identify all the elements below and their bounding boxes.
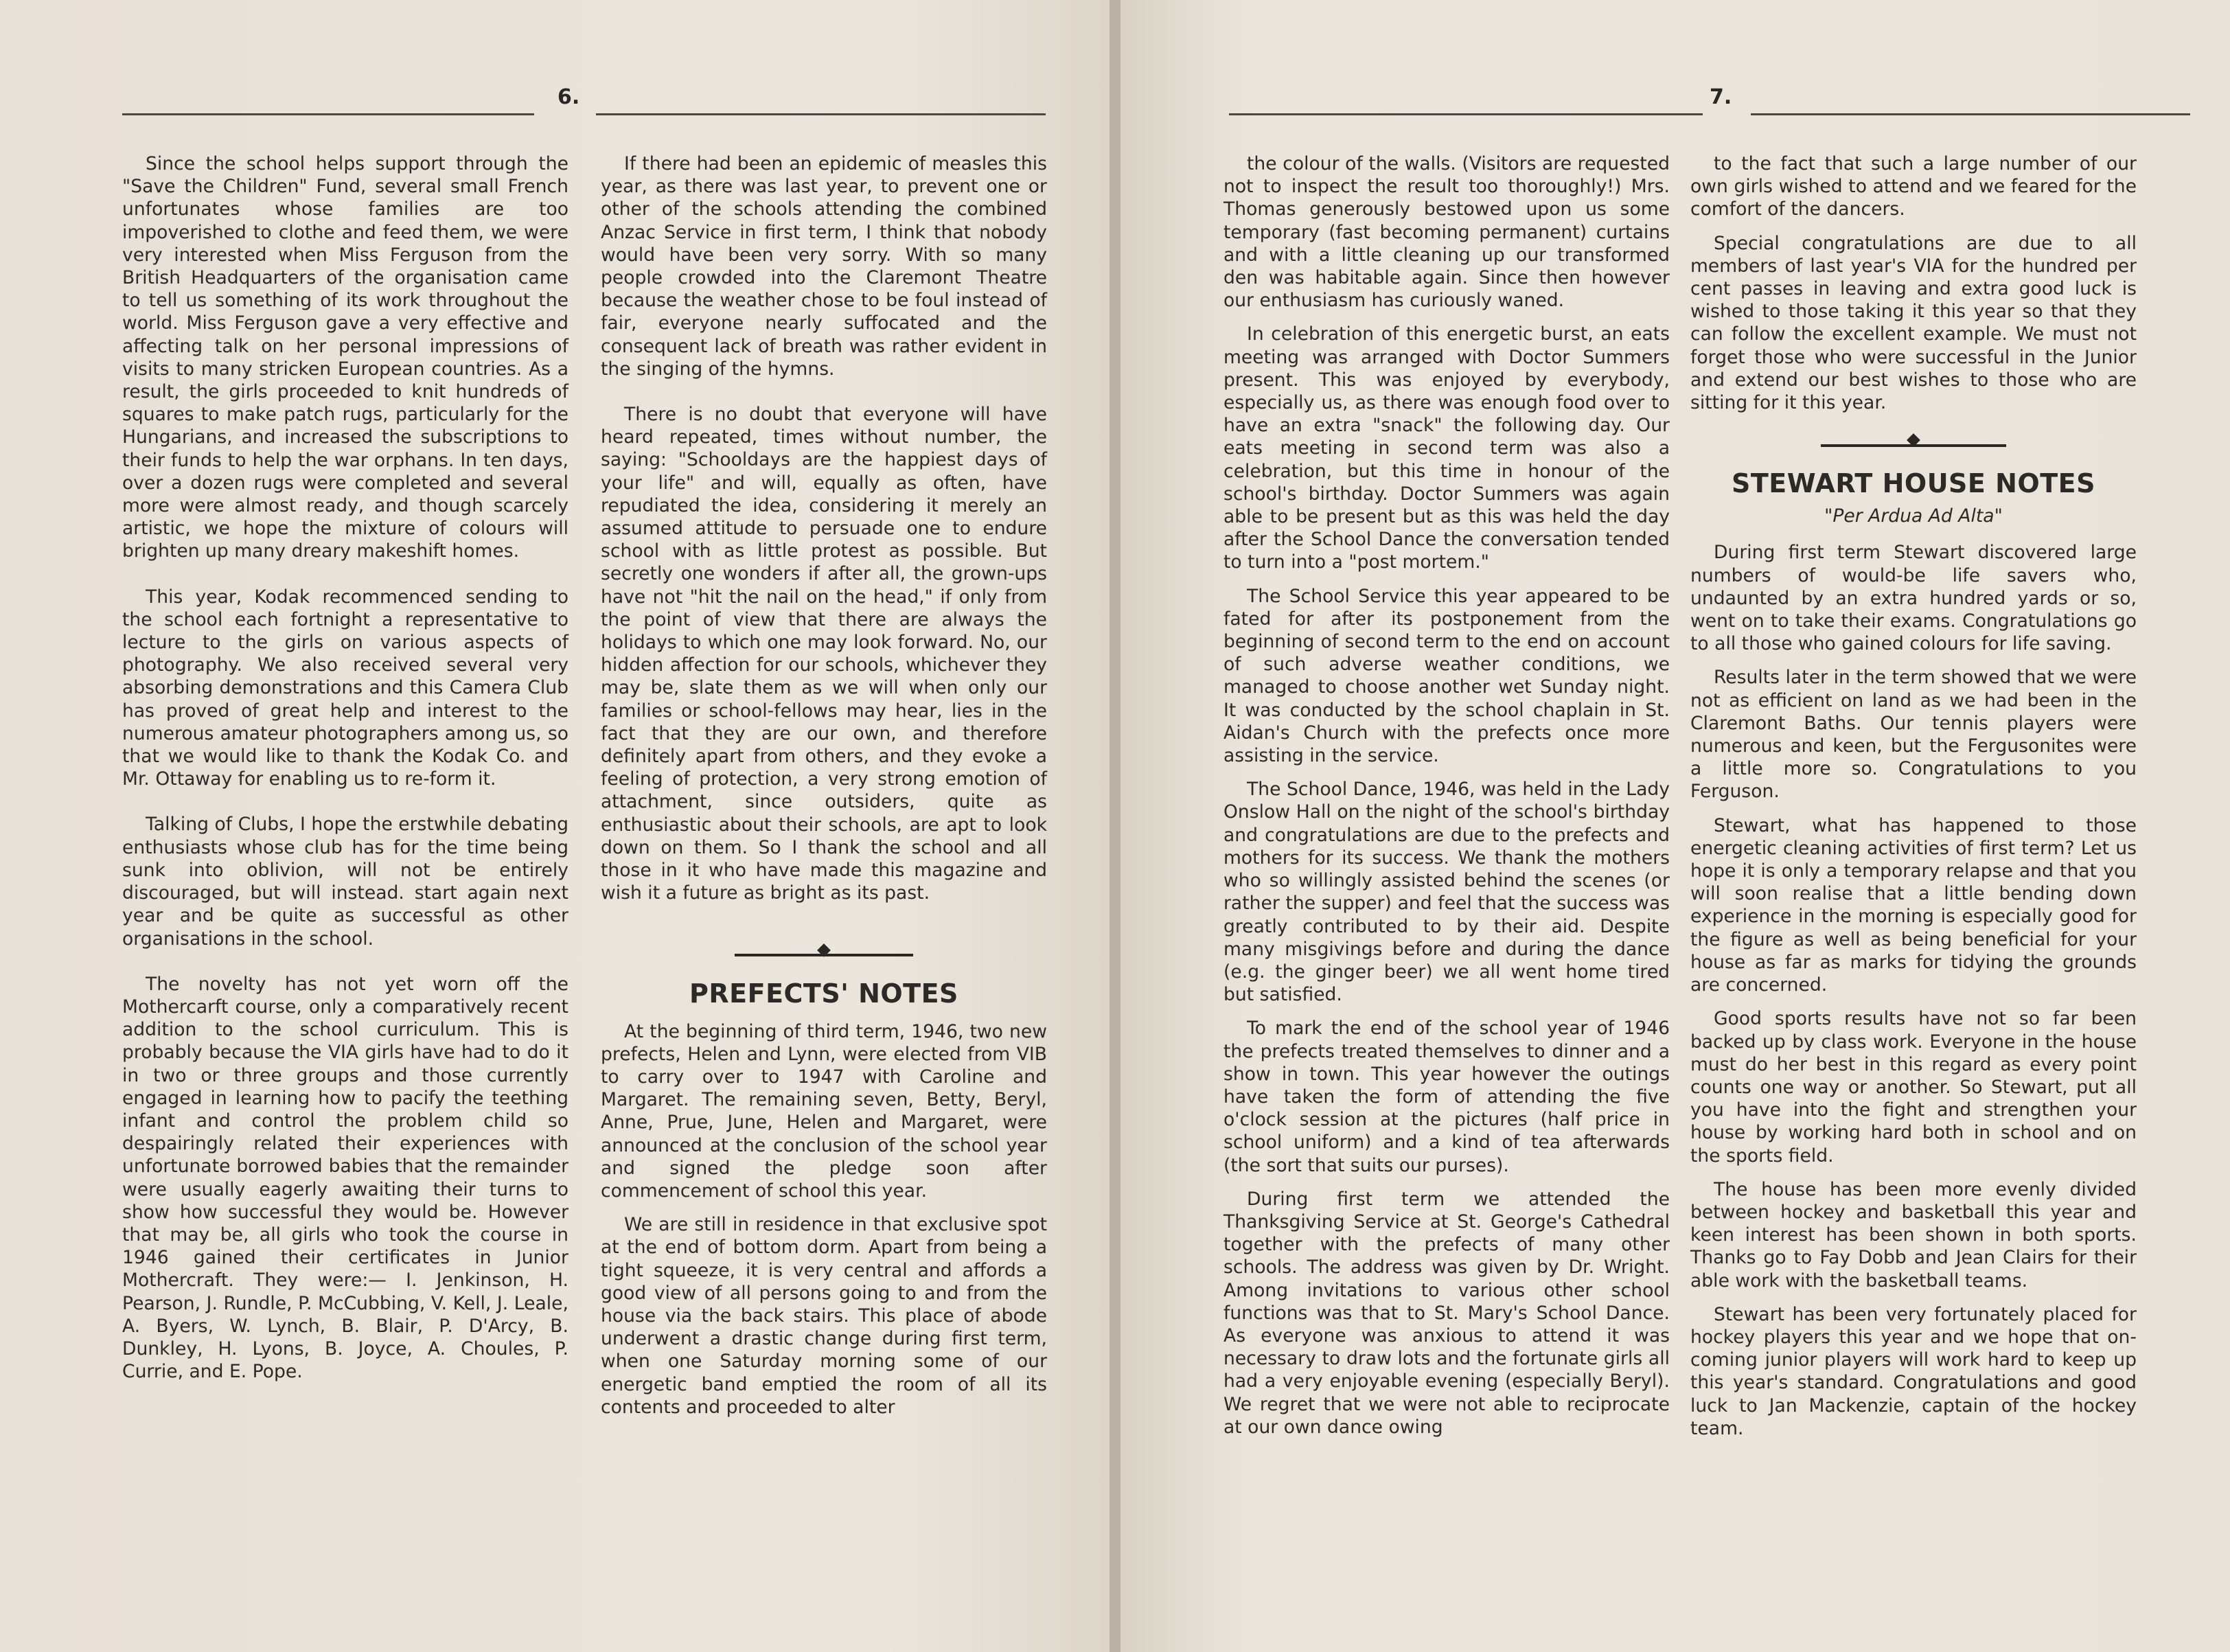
section-divider bbox=[601, 943, 1047, 957]
left-page-column-2 bbox=[601, 152, 1047, 1419]
paragraph: At the beginning of third term, 1946, two new prefects, Helen and Lynn, were elected from VIB to carry over to 1947 with Caroline and Margaret. The remaining seven, Betty, Beryl, Anne, Prue, June, Helen and Margaret, were announced at the conclusion of the school year and signed the pledge soon after commencement of school this year. bbox=[601, 1020, 1047, 1202]
section-divider bbox=[1690, 433, 2137, 447]
right-page-column-2 bbox=[1690, 152, 2137, 1440]
right-page bbox=[1120, 0, 2230, 1652]
paragraph: During first term Stewart discovered large numbers of would-be life savers who, undaunted by an extra hundred yards or so, went on to take their exams. Congratulations go to all those who gained colours for life saving. bbox=[1690, 542, 2137, 655]
paragraph: The novelty has not yet worn off the Mothercarft course, only a comparatively recent addition to the school curriculum. This is probably because the VIA girls have had to do it in two or three groups and those currently engaged in learning how to pacify the teething infant and control the problem child so despairingly related their experiences with unfortunate borrowed babies that the remainder were usually eagerly awaiting their turns to show how successful they would be. However that may be, all girls who took the course in 1946 gained their certificates in Junior Mothercraft. They were:— I. Jenkinson, H. Pearson, J. Rundle, P. McCubbing, V. Kell, J. Leale, A. Byers, W. Lynch, B. Blair, P. D'Arcy, B. Dunkley, H. Lyons, B. Joyce, A. Choules, P. Currie, and E. Pope. bbox=[122, 973, 568, 1383]
header-rule-right bbox=[1751, 113, 2190, 115]
paragraph: to the fact that such a large number of our own girls wished to attend and we feared for the comfort of the dancers. bbox=[1690, 153, 2137, 220]
header-rule-left bbox=[1229, 113, 1703, 115]
paragraph: This year, Kodak recommenced sending to the school each fortnight a representative to lecture to the girls on various aspects of photography. We also received several very absorbing demonstrations and this Camera Club has proved of great help and interest to the numerous amateur photographers among us, so that we would like to thank the Kodak Co. and Mr. Ottaway for enabling us to re-form it. bbox=[122, 586, 568, 790]
page-number: 7. bbox=[1710, 85, 1732, 109]
left-page bbox=[0, 0, 1110, 1652]
paragraph: Special congratulations are due to all members of last year's VIA for the hundred per cent passes in leaving and extra good luck is wished to those taking it this year so that they can follow the excellent example. We must not forget those who were successful in the Junior and extend our best wishes to those who are sitting for it this year. bbox=[1690, 232, 2137, 414]
binding-gutter bbox=[1110, 0, 1120, 1652]
prefects-notes-heading: PREFECTS' NOTES bbox=[689, 978, 958, 1009]
paragraph: In celebration of this energetic burst, an eats meeting was arranged with Doctor Summers present. This was enjoyed by everybody, especially us, as there was enough food over to have an extra "snack" the following day. Our eats meeting in second term was also a celebration, but this time in honour of the school's birthday. Doctor Summers was again able to be present but as this was held the day after the School Dance the conversation tended to turn into a "post mortem." bbox=[1223, 323, 1670, 573]
left-page-column-1 bbox=[122, 152, 568, 1383]
paragraph: The School Dance, 1946, was held in the Lady Onslow Hall on the night of the school's birthday and congratulations are due to the prefects and mothers for its success. We thank the mothers who so willingly assisted behind the scenes (or rather the supper) and feel that the success was greatly contributed to by their aid. Despite many misgivings before and during the dance (e.g. the ginger beer) we all went home tired but satisfied. bbox=[1223, 779, 1670, 1006]
paragraph: There is no doubt that everyone will have heard repeated, times without number, the saying: "Schooldays are the happiest days of your life" and will, equally as often, have repudiated the idea, considering it merely an assumed attitude to persuade one to endure school with as little protest as possible. But secretly one wonders if after all, the grown-ups have not "hit the nail on the head," if only from the point of view that there are always the holidays to which one may look forward. No, our hidden affection for our schools, whichever they may be, slate them as we will when only our families or school-fellows may hear, lies in the fact that they are our own, and therefore definitely apart from others, and they evoke a feeling of protection, a very strong emotion of attachment, since outsiders, quite as enthusiastic about their schools, are apt to look down on them. So I thank the school and all those in it who have made this magazine and wish it a future as bright as its past. bbox=[601, 404, 1047, 904]
paragraph: Results later in the term showed that we were not as efficient on land as we had been in the Claremont Baths. Our tennis players were numerous and keen, but the Fergusonites were a little more so. Congratulations to you Ferguson. bbox=[1690, 667, 2137, 803]
paragraph: To mark the end of the school year of 1946 the prefects treated themselves to dinner and a show in town. This year however the outings have taken the form of attending the five o'clock session at the pictures (half price in school uniform) and a kind of tea afterwards (the sort that suits our purses). bbox=[1223, 1018, 1670, 1176]
paragraph: The house has been more evenly divided between hockey and basketball this year and keen interest has been shown in both sports. Thanks go to Fay Dobb and Jean Clairs for their able work with the basketball teams. bbox=[1690, 1178, 2137, 1292]
header-rule-right bbox=[596, 113, 1046, 115]
paragraph: the colour of the walls. (Visitors are requested not to inspect the result too thoroughly!) Mrs. Thomas generously bestowed upon us some temporary (fast becoming permanent) curtains and with a little cleaning up our transformed den was habitable again. Since then however our enthusiasm has curiously waned. bbox=[1223, 153, 1670, 312]
house-motto: "Per Ardua Ad Alta" bbox=[1824, 505, 2003, 527]
right-page-column-1 bbox=[1223, 152, 1670, 1438]
paragraph: If there had been an epidemic of measles this year, as there was last year, to prevent one or other of the schools attending the combined Anzac Service in first term, I think that nobody would have been very sorry. With so many people crowded into the Claremont Theatre because the weather chose to be foul instead of fair, everyone nearly suffocated and the consequent lack of breath was rather evident in the singing of the hymns. bbox=[601, 153, 1047, 380]
paragraph: Stewart has been very fortunately placed for hockey players this year and we hope that on-coming junior players will work hard to keep up this year's standard. Congratulations and good luck to Jan Mackenzie, captain of the hockey team. bbox=[1690, 1303, 2137, 1439]
paragraph: We are still in residence in that exclusive spot at the end of bottom dorm. Apart from being a tight squeeze, it is very central and affords a good view of all persons going to and from the house via the back stairs. This place of abode underwent a drastic change during first term, when one Saturday morning some of our energetic band emptied the room of all its contents and proceeded to alter bbox=[601, 1214, 1047, 1418]
paragraph: Good sports results have not so far been backed up by class work. Everyone in the house must do her best in this regard as every point counts one way or another. So Stewart, put all you have into the fight and strengthen your house by working hard both in school and on the sports field. bbox=[1690, 1008, 2137, 1167]
paragraph: During first term we attended the Thanksgiving Service at St. George's Cathedral together with the prefects of many other schools. The address was given by Dr. Wright. Among invitations to various other school functions was that to St. Mary's School Dance. As everyone was anxious to attend it was necessary to draw lots and the fortunate girls all had a very enjoyable evening (especially Beryl). We regret that we were not able to reciprocate at our own dance owing bbox=[1223, 1188, 1670, 1438]
stewart-house-notes-heading: STEWART HOUSE NOTES bbox=[1732, 468, 2095, 499]
paragraph: The School Service this year appeared to be fated for after its postponement from the beginning of second term to the end on account of such adverse weather conditions, we managed to choose another wet Sunday night. It was conducted by the school chaplain in St. Aidan's Church with the prefects once more assisting in the service. bbox=[1223, 585, 1670, 767]
paragraph: Talking of Clubs, I hope the erstwhile debating enthusiasts whose club has for the time being sunk into oblivion, will not be entirely discouraged, but will instead. start again next year and be quite as successful as other organisations in the school. bbox=[122, 814, 569, 950]
header-rule-left bbox=[122, 113, 534, 115]
paragraph: Since the school helps support through the "Save the Children" Fund, several small French unfortunates whose families are too impoverished to clothe and feed them, we were very interested when Miss Ferguson from the British Headquarters of the organisation came to tell us something of its work throughout the world. Miss Ferguson gave a very effective and affecting talk on her personal impressions of visits to many stricken European countries. As a result, the girls proceeded to knit hundreds of squares to make patch rugs, particularly for the Hungarians, and increased the subscriptions to their funds to help the war orphans. In ten days, over a dozen rugs were completed and several more were almost ready, and though scarcely artistic, we hope the mixture of colours will brighten up many dreary makeshift homes. bbox=[122, 153, 568, 562]
paragraph: Stewart, what has happened to those energetic cleaning activities of first term? Let us hope it is only a temporary relapse and that you will soon realise that a little bending down experience in the morning is especially good for the figure as well as being beneficial for your house as far as marks for tidying the grounds are concerned. bbox=[1690, 814, 2137, 996]
page-number: 6. bbox=[558, 85, 580, 109]
